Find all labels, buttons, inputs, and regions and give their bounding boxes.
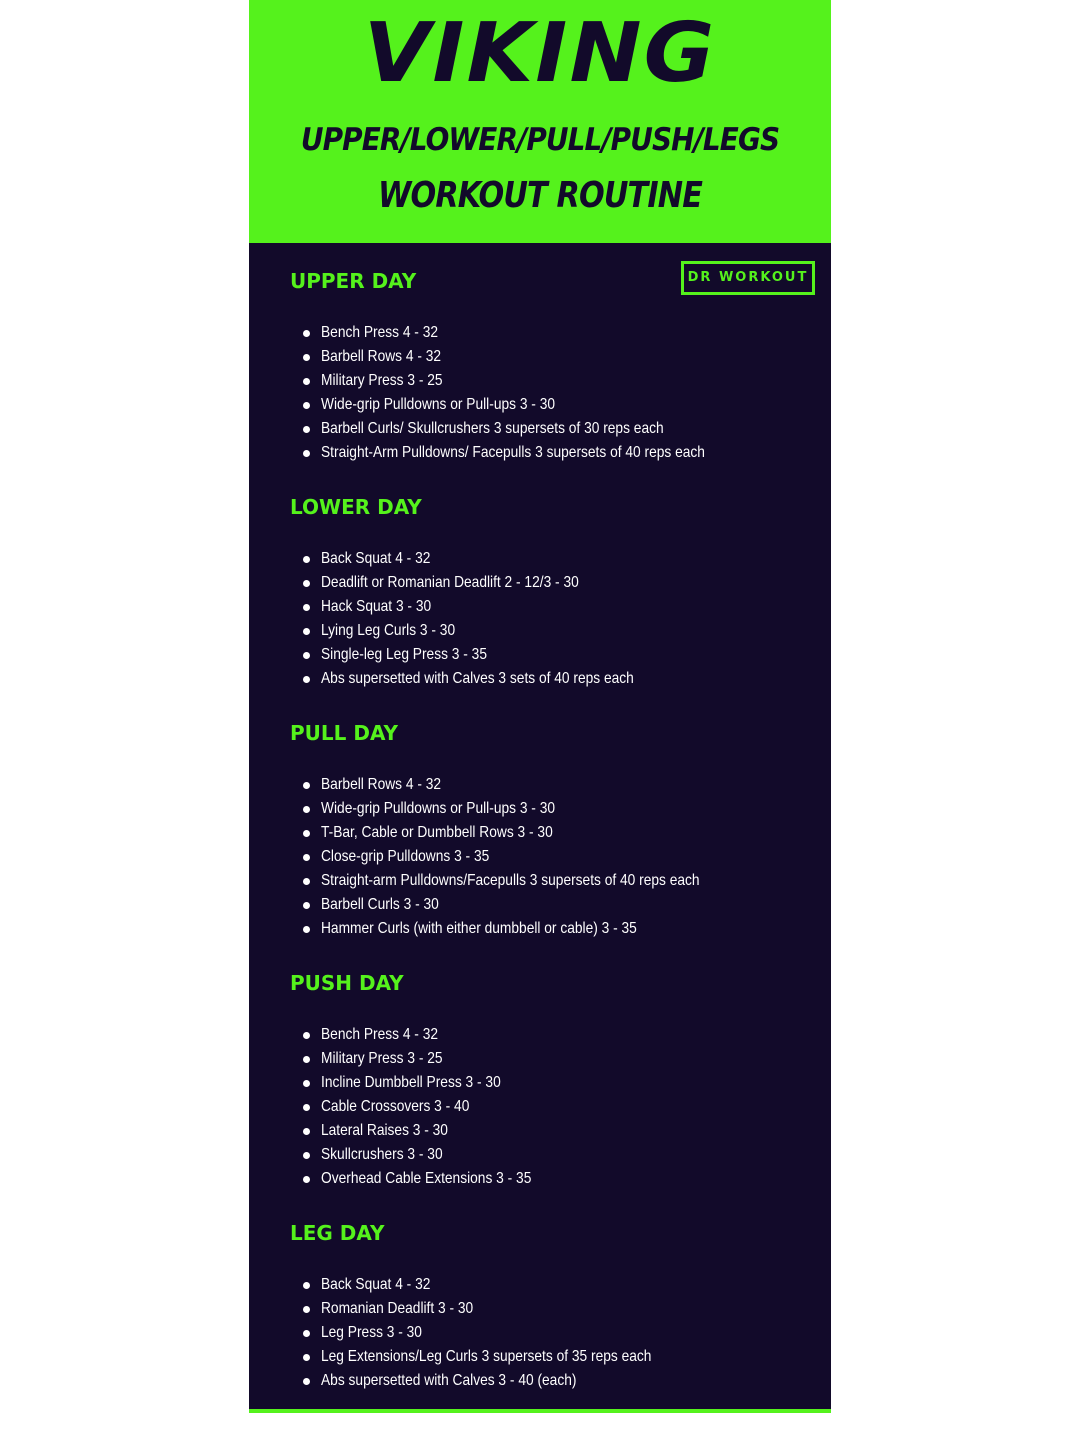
section-pull-day bbox=[290, 720, 810, 937]
workout-poster bbox=[249, 0, 831, 1413]
brand-tag: DR WORKOUT bbox=[681, 261, 815, 295]
list-item: Lateral Raises 3 - 30 bbox=[290, 1119, 810, 1143]
list-item: Military Press 3 - 25 bbox=[290, 369, 810, 393]
list-item: Lying Leg Curls 3 - 30 bbox=[290, 619, 810, 643]
bullet-icon bbox=[303, 1104, 310, 1111]
list-item: Back Squat 4 - 32 bbox=[290, 547, 810, 571]
bullet-icon bbox=[303, 782, 310, 789]
bullet-icon bbox=[303, 902, 310, 909]
bottom-accent-bar bbox=[249, 1409, 831, 1413]
list-item: Barbell Curls 3 - 30 bbox=[290, 893, 810, 917]
bullet-icon bbox=[303, 1176, 310, 1183]
list-item: Barbell Curls/ Skullcrushers 3 supersets of 30 reps each bbox=[290, 417, 810, 441]
poster-subtitle: UPPER/LOWER/PULL/PUSH/LEGS bbox=[300, 122, 780, 158]
exercise-list bbox=[290, 1023, 810, 1191]
list-item: Romanian Deadlift 3 - 30 bbox=[290, 1297, 810, 1321]
list-item: Leg Extensions/Leg Curls 3 supersets of 35 reps each bbox=[290, 1345, 810, 1369]
bullet-icon bbox=[303, 1152, 310, 1159]
bullet-icon bbox=[303, 830, 310, 837]
list-item: Close-grip Pulldowns 3 - 35 bbox=[290, 845, 810, 869]
list-item: Abs supersetted with Calves 3 sets of 40 reps each bbox=[290, 667, 810, 691]
list-item: Back Squat 4 - 32 bbox=[290, 1273, 810, 1297]
list-item: Wide-grip Pulldowns or Pull-ups 3 - 30 bbox=[290, 797, 810, 821]
bullet-icon bbox=[303, 402, 310, 409]
section-heading: PUSH DAY bbox=[290, 971, 404, 995]
bullet-icon bbox=[303, 1306, 310, 1313]
bullet-icon bbox=[303, 926, 310, 933]
bullet-icon bbox=[303, 1128, 310, 1135]
bullet-icon bbox=[303, 1282, 310, 1289]
section-lower-day bbox=[290, 494, 810, 687]
bullet-icon bbox=[303, 676, 310, 683]
section-heading: LOWER DAY bbox=[290, 495, 422, 519]
bullet-icon bbox=[303, 628, 310, 635]
bullet-icon bbox=[303, 1378, 310, 1385]
list-item: Hack Squat 3 - 30 bbox=[290, 595, 810, 619]
poster-subtitle-routine: WORKOUT ROUTINE bbox=[377, 175, 703, 216]
list-item: Straight-Arm Pulldowns/ Facepulls 3 supersets of 40 reps each bbox=[290, 441, 810, 465]
list-item: Hammer Curls (with either dumbbell or cable) 3 - 35 bbox=[290, 917, 810, 941]
bullet-icon bbox=[303, 854, 310, 861]
bullet-icon bbox=[303, 652, 310, 659]
section-heading: LEG DAY bbox=[290, 1221, 385, 1245]
bullet-icon bbox=[303, 450, 310, 457]
list-item: Straight-arm Pulldowns/Facepulls 3 supersets of 40 reps each bbox=[290, 869, 810, 893]
bullet-icon bbox=[303, 426, 310, 433]
list-item: T-Bar, Cable or Dumbbell Rows 3 - 30 bbox=[290, 821, 810, 845]
section-leg-day bbox=[290, 1220, 810, 1389]
list-item: Single-leg Leg Press 3 - 35 bbox=[290, 643, 810, 667]
bullet-icon bbox=[303, 556, 310, 563]
bullet-icon bbox=[303, 580, 310, 587]
bullet-icon bbox=[303, 806, 310, 813]
list-item: Cable Crossovers 3 - 40 bbox=[290, 1095, 810, 1119]
poster-title: VIKING bbox=[363, 6, 717, 101]
bullet-icon bbox=[303, 354, 310, 361]
section-heading: UPPER DAY bbox=[290, 269, 417, 293]
exercise-list bbox=[290, 321, 810, 465]
list-item: Incline Dumbbell Press 3 - 30 bbox=[290, 1071, 810, 1095]
bullet-icon bbox=[303, 1330, 310, 1337]
list-item: Wide-grip Pulldowns or Pull-ups 3 - 30 bbox=[290, 393, 810, 417]
section-upper-day bbox=[290, 268, 810, 461]
list-item: Barbell Rows 4 - 32 bbox=[290, 773, 810, 797]
bullet-icon bbox=[303, 1056, 310, 1063]
list-item: Barbell Rows 4 - 32 bbox=[290, 345, 810, 369]
list-item: Deadlift or Romanian Deadlift 2 - 12/3 - 30 bbox=[290, 571, 810, 595]
list-item: Bench Press 4 - 32 bbox=[290, 321, 810, 345]
bullet-icon bbox=[303, 1354, 310, 1361]
bullet-icon bbox=[303, 1080, 310, 1087]
list-item: Bench Press 4 - 32 bbox=[290, 1023, 810, 1047]
bullet-icon bbox=[303, 878, 310, 885]
poster-header bbox=[249, 0, 831, 243]
list-item: Military Press 3 - 25 bbox=[290, 1047, 810, 1071]
bullet-icon bbox=[303, 1032, 310, 1039]
list-item: Overhead Cable Extensions 3 - 35 bbox=[290, 1167, 810, 1191]
bullet-icon bbox=[303, 378, 310, 385]
exercise-list bbox=[290, 1273, 810, 1393]
list-item: Leg Press 3 - 30 bbox=[290, 1321, 810, 1345]
section-push-day bbox=[290, 970, 810, 1187]
list-item: Abs supersetted with Calves 3 - 40 (each) bbox=[290, 1369, 810, 1393]
list-item: Skullcrushers 3 - 30 bbox=[290, 1143, 810, 1167]
bullet-icon bbox=[303, 604, 310, 611]
exercise-list bbox=[290, 547, 810, 691]
bullet-icon bbox=[303, 330, 310, 337]
exercise-list bbox=[290, 773, 810, 941]
section-heading: PULL DAY bbox=[290, 721, 398, 745]
